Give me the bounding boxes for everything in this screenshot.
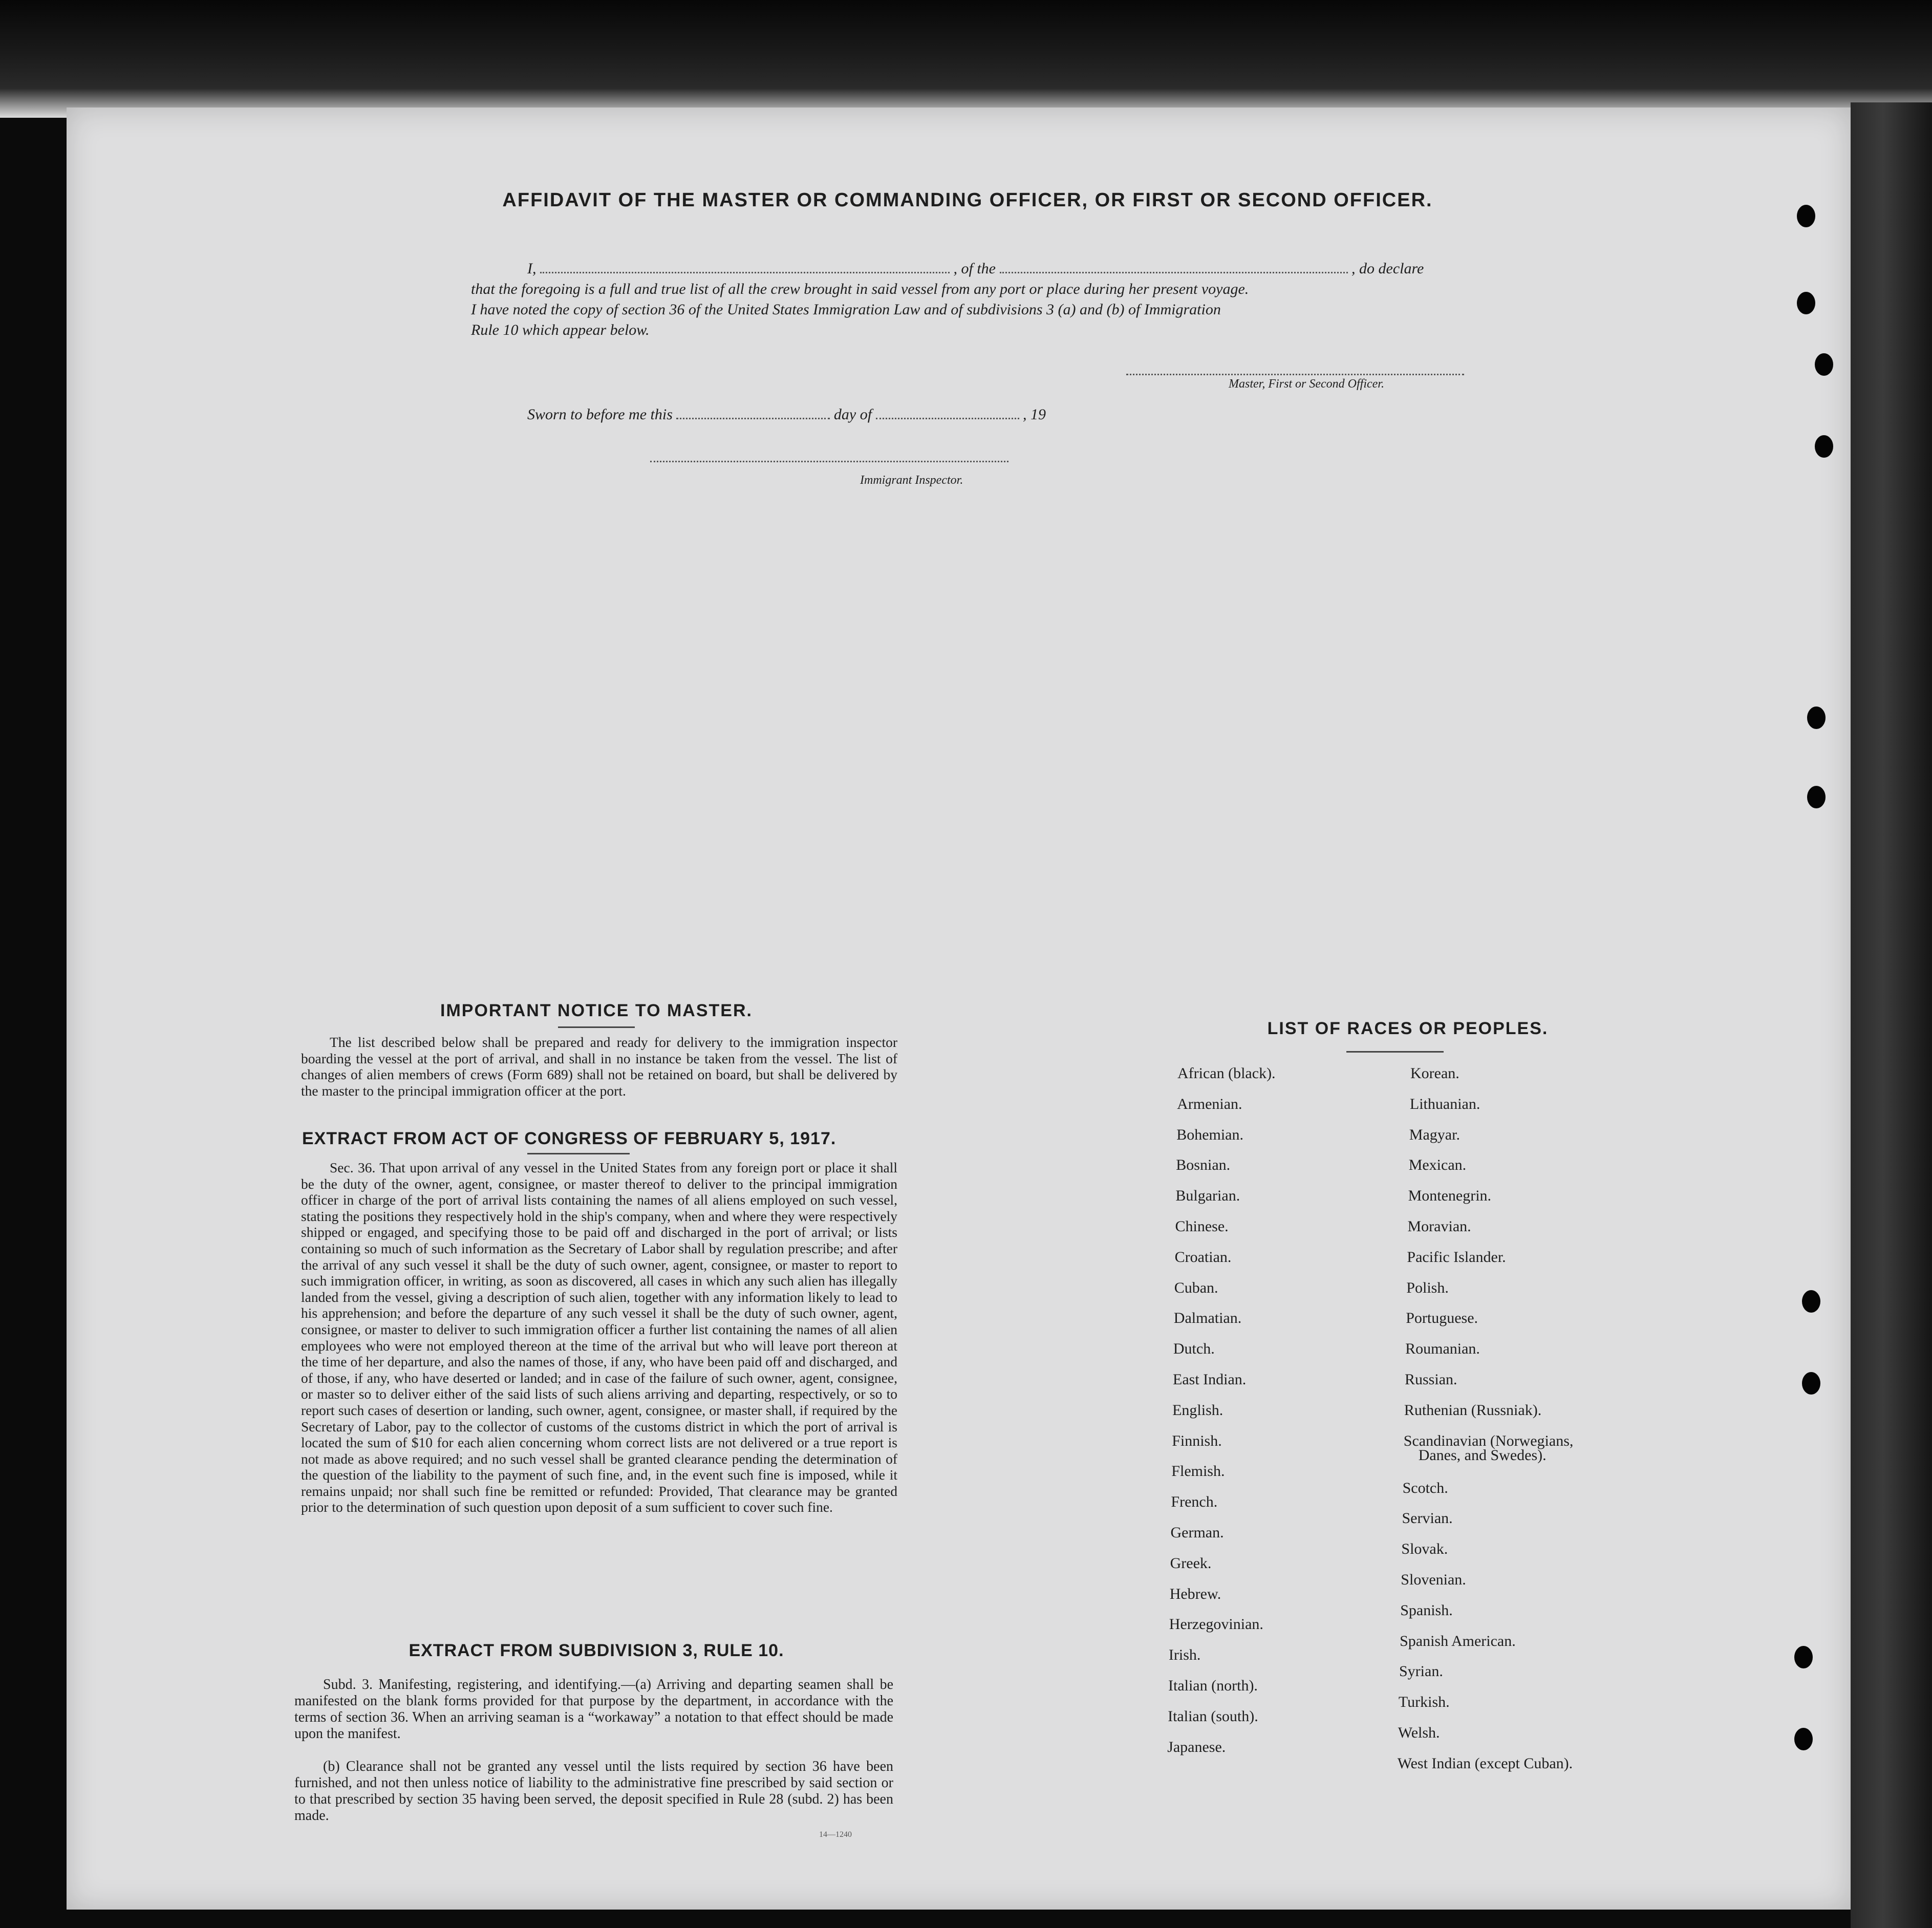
inspector-signature-line[interactable] [650,461,1008,462]
affidavit-i-label: I, [527,260,536,277]
race-item: Roumanian. [1405,1340,1480,1358]
race-item: Armenian. [1177,1095,1242,1112]
race-item: Magyar. [1409,1126,1460,1143]
show-through-number [1613,266,1700,384]
master-name-blank[interactable] [540,262,950,273]
punch-hole [1797,292,1815,314]
race-item: English. [1172,1401,1223,1419]
race-item: Cuban. [1174,1279,1218,1296]
race-item: Slovenian. [1401,1571,1466,1588]
race-item: Montenegrin. [1408,1187,1492,1205]
race-item: Portuguese. [1406,1310,1478,1327]
extract-rule-text-b: (b) Clearance shall not be granted any vessel until the lists required by section 36 have been furnished, and not then unless notice of liability to the administrative fine prescribed by said section or to that prescribed by section 35 having been served, the deposit specified in Rule 28 (subd. 2) has been made. [294,1759,893,1824]
race-item: Korean. [1410,1065,1459,1082]
punch-hole [1802,1290,1820,1313]
sworn-day-blank[interactable] [676,408,830,419]
race-item: Danes, and Swedes). [1418,1446,1547,1464]
inspector-label: Immigrant Inspector. [860,474,963,487]
show-through-number-left [128,276,205,379]
year-label: , 19 [1023,406,1046,423]
race-item: Bosnian. [1176,1156,1231,1174]
vessel-name-blank[interactable] [1000,262,1348,273]
race-item: Greek. [1170,1554,1212,1572]
notice-title-underline [558,1026,635,1028]
affidavit-line-3: I have noted the copy of section 36 of the United States Immigration Law and of subdivisions 3 (a) and (b) of Immigration [471,301,1221,318]
race-item: French. [1171,1493,1218,1511]
extract-act-underline [527,1153,630,1154]
race-item: Dalmatian. [1173,1310,1242,1327]
notice-title: IMPORTANT NOTICE TO MASTER. [440,1001,753,1020]
punch-hole [1807,706,1826,729]
punch-hole [1797,205,1815,227]
race-item: Lithuanian. [1409,1095,1480,1112]
sworn-line [527,406,1046,423]
race-item: Spanish American. [1400,1632,1516,1649]
race-item: Welsh. [1398,1724,1440,1741]
extract-rule-title: EXTRACT FROM SUBDIVISION 3, RULE 10. [409,1641,784,1660]
race-item: Polish. [1406,1279,1449,1296]
race-item: German. [1170,1524,1224,1541]
race-item: African (black). [1177,1065,1276,1082]
race-item: Croatian. [1174,1248,1232,1266]
race-item: Moravian. [1407,1218,1471,1235]
scan-top-edge [0,0,1932,118]
sworn-month-blank[interactable] [876,408,1019,419]
race-item: Spanish. [1400,1601,1453,1619]
notice-text: The list described below shall be prepared and ready for delivery to the immigration inspector boarding the vessel at the port of arrival, and shall in no instance be taken from the vessel. The list of changes of alien members of crews (Form 689) shall not be retained on board, but shall be delivered by the master to the principal immigration officer at the port. [301,1034,897,1099]
race-item: Italian (north). [1168,1677,1258,1694]
master-signature-label: Master, First or Second Officer. [1229,377,1384,391]
punch-hole [1815,353,1833,376]
scan-right-edge [1851,102,1932,1928]
race-item: Finnish. [1172,1432,1222,1449]
race-item: Syrian. [1399,1663,1443,1680]
race-item: East Indian. [1173,1371,1247,1388]
race-item: Irish. [1168,1646,1201,1664]
race-item: Japanese. [1167,1738,1226,1755]
punch-hole [1794,1646,1813,1668]
affidavit-line-4: Rule 10 which appear below. [471,322,650,338]
punch-hole [1815,435,1833,458]
races-title-underline [1346,1051,1444,1053]
sworn-label: Sworn to before me this [527,406,673,423]
race-item: Bulgarian. [1175,1187,1240,1205]
race-item: Ruthenian (Russniak). [1404,1401,1542,1419]
affidavit-of-the-label: , of the [953,260,996,277]
race-item: Scotch. [1402,1479,1448,1496]
day-of-label: day of [833,406,872,423]
race-item: Pacific Islander. [1407,1248,1506,1266]
extract-act-text: Sec. 36. That upon arrival of any vessel in the United States from any foreign port or place it shall be the duty of the owner, agent, consignee, or master thereof to deliver to the principal immigration officer in charge of the port of arrival lists containing the names of all aliens employed on such vessel, stating the positions they respectively hold in the ship's company, when and where they were respectively shipped or engaged, and specifying those to be paid off and discharged in the port of arrival; or lists containing so much of such information as the Secretary of Labor shall by regulation prescribe; and after the arrival of any such vessel it shall be the duty of such owner, agent, consignee, or master to report to such immigration officer, in writing, as soon as discovered, all cases in which any such alien has illegally landed from the vessel, giving a description of such alien, together with any information likely to lead to his apprehension; and before the departure of any such vessel it shall be the duty of such owner, agent, consignee, or master to deliver to such immigration officer a further list containing the names of all alien employees who were not employed thereon at the time of the arrival but who will leave port thereon at the time of her departure, and also the names of those, if any, who have been paid off and discharged, and of those, if any, who have deserted or landed; and in case of the failure of such owner, agent, consignee, or master so to deliver either of the said lists of such aliens arriving and departing, respectively, or so to report such cases of desertion or landing, such owner, agent, consignee, or master shall, if required by the Secretary of Labor, pay to the collector of customs of the customs district in which the port of arrival is located the sum of $10 for each alien concerning whom correct lists are not delivered or a true report is not made as above required; and no such vessel shall be granted clearance pending the determination of the question of the liability to the payment of such fine, and, in the event such fine is imposed, while it remains unpaid; nor shall such fine be remitted or refunded: Provided, That clearance may be granted prior to the determination of such question upon deposit of a sum sufficient to cover such fine. [301,1160,897,1515]
affidavit-declare-label: , do declare [1351,260,1424,277]
race-item: Slovak. [1401,1540,1448,1558]
race-item: Chinese. [1175,1218,1229,1235]
affidavit-line-1 [527,260,1464,277]
race-item: Dutch. [1173,1340,1215,1358]
race-item: Turkish. [1398,1694,1450,1711]
form-print-code: 14—1240 [819,1830,852,1839]
affidavit-line-2: that the foregoing is a full and true list of all the crew brought in said vessel from any port or place during her present voyage. [471,281,1249,297]
master-signature-line[interactable] [1126,374,1464,375]
race-item: Herzegovinian. [1169,1616,1263,1633]
punch-hole [1794,1728,1813,1750]
races-title: LIST OF RACES OR PEOPLES. [1267,1019,1549,1038]
punch-hole [1807,786,1826,808]
race-item: Servian. [1402,1510,1453,1527]
race-item: Mexican. [1408,1156,1467,1174]
race-item: Bohemian. [1176,1126,1243,1143]
race-item: Hebrew. [1169,1585,1221,1602]
race-item: West Indian (except Cuban). [1397,1754,1573,1772]
race-item: Scandinavian (Norwegians, [1403,1432,1574,1449]
extract-act-title: EXTRACT FROM ACT OF CONGRESS OF FEBRUARY 5, 1917. [302,1129,836,1148]
race-item: Flemish. [1171,1463,1225,1480]
affidavit-title: AFFIDAVIT OF THE MASTER OR COMMANDING OFFICER, OR FIRST OR SECOND OFFICER. [502,189,1433,211]
race-item: Italian (south). [1168,1707,1258,1725]
extract-rule-text-a: Subd. 3. Manifesting, registering, and identifying.—(a) Arriving and departing seamen shall be manifested on the blank forms provided for that purpose by the department, in accordance with the terms of section 36. When an arriving seaman is a “workaway” a notation to that effect should be made upon the manifest. [294,1677,893,1742]
punch-hole [1802,1372,1820,1395]
race-item: Russian. [1405,1371,1457,1388]
